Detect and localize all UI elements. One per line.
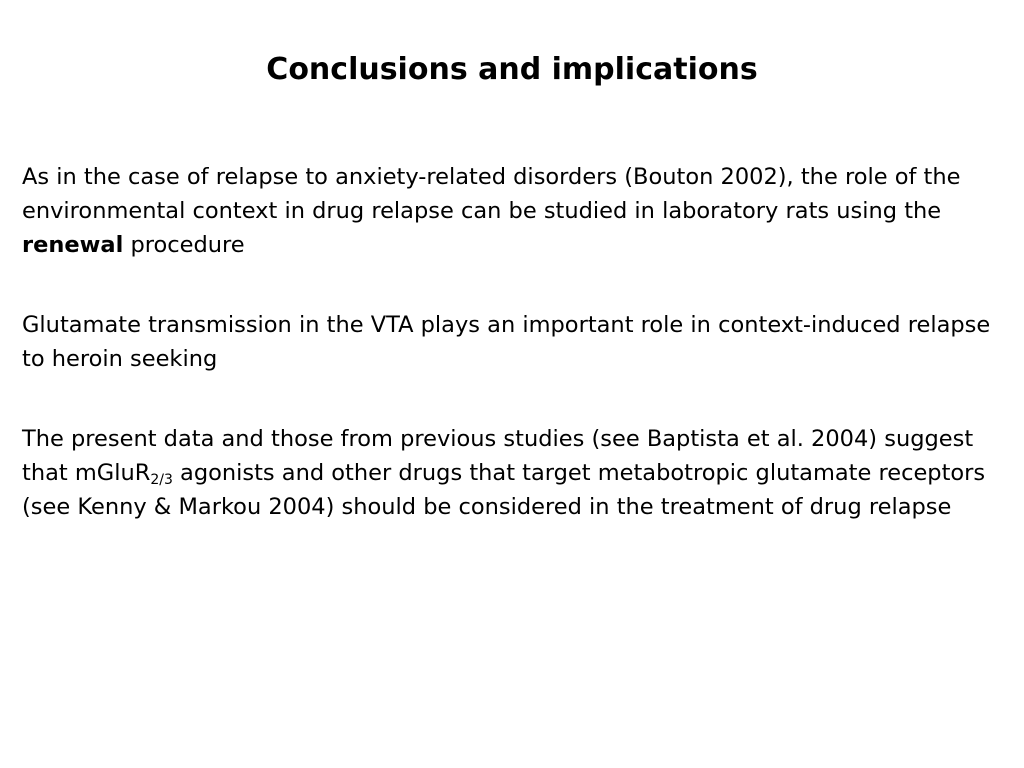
renewal-term: renewal	[22, 232, 124, 258]
paragraph-glutamate: Glutamate transmission in the VTA plays an important role in context-induced relapse to heroin seeking	[22, 312, 991, 372]
slide-body	[22, 160, 1002, 524]
paragraph-mglur-text-after: agonists and other drugs that target metabotropic glutamate receptors (see Kenny & Markou 2004) should be considered in the treatment of drug relapse	[22, 460, 986, 520]
paragraph-mglur-text-before: The present data and those from previous studies (see Baptista et al. 2004) suggest that mGluR	[22, 426, 974, 486]
paragraph-mglur	[22, 422, 1002, 524]
slide-title: Conclusions and implications	[266, 52, 758, 87]
paragraph-renewal-text-after: procedure	[123, 232, 245, 258]
mglur-subscript: 2/3	[150, 472, 173, 488]
paragraph-renewal	[22, 160, 1002, 262]
paragraph-renewal-text-before: As in the case of relapse to anxiety-related disorders (Bouton 2002), the role of the environmental context in drug relapse can be studied in laboratory rats using the	[22, 164, 961, 224]
